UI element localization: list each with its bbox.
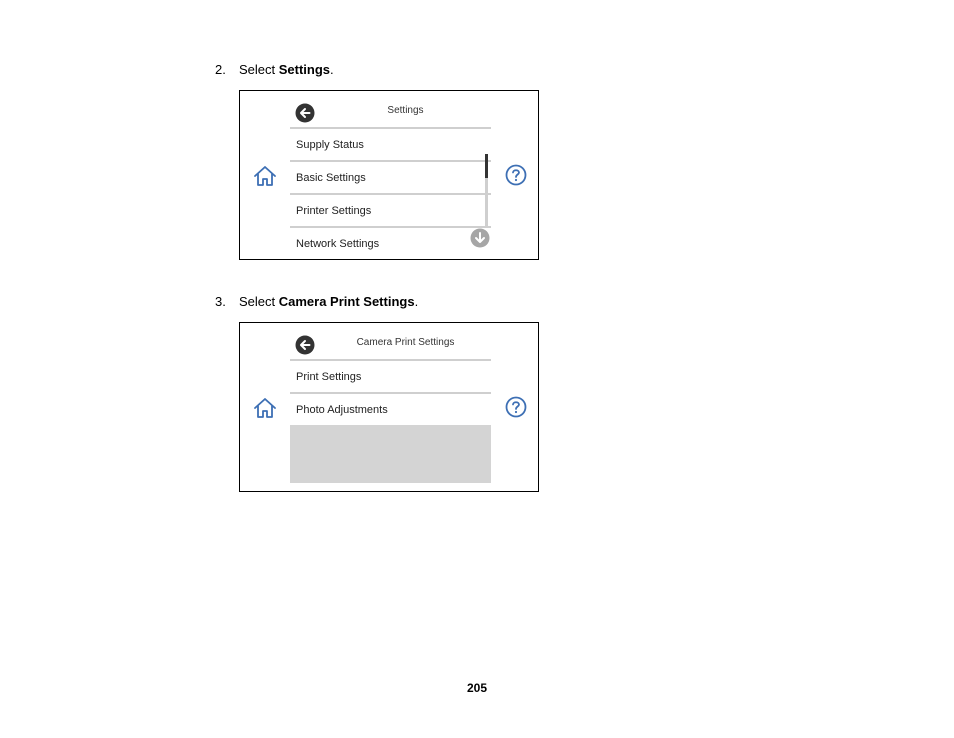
camera-print-settings-screen: [239, 322, 539, 492]
step-bold-term: Camera Print Settings: [278, 294, 415, 309]
help-icon[interactable]: [505, 396, 527, 418]
menu-item-label: Supply Status: [296, 139, 364, 151]
menu-item-basic-settings[interactable]: [290, 162, 491, 195]
scrollbar-thumb[interactable]: [485, 154, 488, 178]
menu-item-printer-settings[interactable]: [290, 195, 491, 228]
menu-item-print-settings[interactable]: [290, 361, 491, 394]
menu-item-photo-adjustments[interactable]: [290, 394, 491, 427]
menu-item-label: Basic Settings: [296, 172, 366, 184]
page-number: 205: [466, 681, 488, 695]
screen-header: [290, 323, 491, 361]
home-icon[interactable]: [253, 396, 277, 420]
menu-item-label: Print Settings: [296, 371, 362, 383]
home-icon[interactable]: [253, 164, 277, 188]
back-arrow-icon[interactable]: [295, 335, 315, 355]
step-prefix: Select: [239, 62, 279, 77]
step-number: 3.: [215, 294, 226, 309]
step-3-instruction: [215, 294, 418, 310]
step-suffix: .: [414, 294, 419, 309]
menu-item-label: Network Settings: [296, 238, 380, 250]
step-suffix: .: [330, 62, 334, 77]
settings-screen: [239, 90, 539, 260]
screen-title: Camera Print Settings: [356, 337, 455, 348]
step-2-instruction: [215, 62, 334, 78]
menu-item-supply-status[interactable]: [290, 129, 491, 162]
help-icon[interactable]: [505, 164, 527, 186]
menu-item-label: Printer Settings: [296, 205, 372, 217]
back-arrow-icon[interactable]: [295, 103, 315, 123]
step-number: 2.: [215, 62, 226, 77]
screen-header: [290, 91, 491, 129]
step-prefix: Select: [239, 294, 279, 309]
scroll-down-icon[interactable]: [470, 228, 490, 248]
empty-list-area: [290, 425, 491, 483]
screen-title: Settings: [387, 105, 424, 116]
step-bold-term: Settings: [278, 62, 331, 77]
menu-item-label: Photo Adjustments: [296, 404, 388, 416]
menu-item-network-settings[interactable]: [290, 228, 491, 261]
